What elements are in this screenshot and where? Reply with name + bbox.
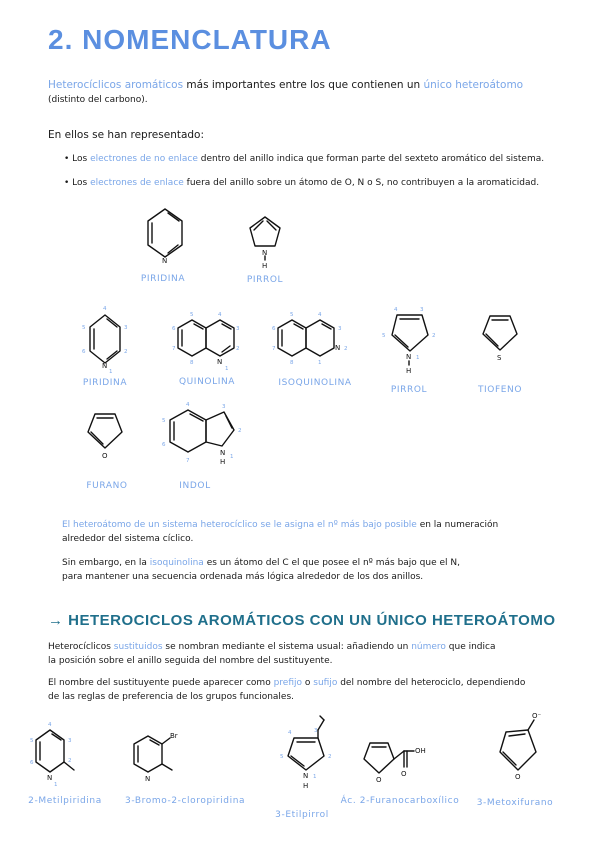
quinoline-structure <box>172 312 242 372</box>
label-indol: INDOL <box>179 481 211 491</box>
atom-n: N <box>303 772 309 780</box>
sub2-line2: de las reglas de preferencia de los grupos funcionales. <box>48 692 295 702</box>
atom-br: Br <box>170 732 178 740</box>
prefix-suffix-paragraph <box>48 676 593 704</box>
svg-text:4: 4 <box>103 306 107 312</box>
svg-text:4: 4 <box>288 730 292 736</box>
atom-n: N <box>162 257 168 265</box>
atom-h: H <box>262 262 268 270</box>
substituted-paragraph <box>48 640 593 668</box>
svg-text:1: 1 <box>313 774 317 780</box>
label-tiofeno: TIOFENO <box>477 385 523 395</box>
sub2-mid: o <box>302 678 314 688</box>
sub1-highlight-1: sustituidos <box>113 642 163 652</box>
svg-text:2: 2 <box>344 346 348 352</box>
note-2-pre: Sin embargo, en la <box>62 558 150 568</box>
label-pirrol-1: PIRROL <box>246 275 284 285</box>
intro-text-2: (distinto del carbono). <box>48 95 148 105</box>
pyridine-structure-2 <box>80 305 130 375</box>
pyrrole-structure-2 <box>382 305 438 380</box>
note-1-highlight: El heteroátomo de un sistema heterocíclico se le asigna el nº más bajo posible <box>62 520 417 530</box>
atom-o-ring: O <box>515 773 521 781</box>
svg-text:3: 3 <box>68 738 72 744</box>
svg-text:2: 2 <box>238 428 242 434</box>
sub2-post: del nombre del heterociclo, dependiendo <box>337 678 526 688</box>
label-3-metoxifurano: 3-Metoxifurano <box>476 798 554 808</box>
atom-h: H <box>406 367 412 375</box>
svg-text:5: 5 <box>82 325 86 331</box>
svg-text:1: 1 <box>416 355 420 361</box>
sub1-highlight-2: número <box>411 642 446 652</box>
atom-n: N <box>217 358 223 366</box>
intro-paragraph <box>48 78 588 107</box>
svg-text:1: 1 <box>225 366 229 372</box>
svg-text:5: 5 <box>280 754 284 760</box>
svg-text:1: 1 <box>109 369 113 375</box>
atom-n: N <box>47 774 53 782</box>
label-ac-2-furanocarboxilico: Ác. 2-Furanocarboxílico <box>340 796 460 806</box>
atom-n: N <box>406 353 412 361</box>
svg-text:5: 5 <box>190 312 194 318</box>
bullet-1-highlight: electrones de no enlace <box>90 154 198 164</box>
atom-oh: OH <box>415 747 426 755</box>
svg-text:3: 3 <box>314 728 318 734</box>
label-2-metilpiridina: 2-Metilpiridina <box>28 796 102 806</box>
svg-text:4: 4 <box>218 312 222 318</box>
bullet-2-post: fuera del anillo sobre un átomo de O, N o S, no contribuyen a la aromaticidad. <box>183 178 540 188</box>
note-2-post: es un átomo del C el que posee el nº más bajo que el N, <box>203 558 460 568</box>
svg-text:8: 8 <box>190 360 194 366</box>
svg-text:6: 6 <box>30 760 34 766</box>
thiophene-structure <box>475 310 525 370</box>
svg-text:3: 3 <box>420 307 424 313</box>
svg-text:3: 3 <box>222 404 226 410</box>
atom-h: H <box>303 782 309 790</box>
svg-text:4: 4 <box>186 402 190 408</box>
isoquinoline-structure <box>272 312 352 372</box>
svg-text:1: 1 <box>318 360 322 366</box>
bullet-2: • Los electrones de enlace fuera del anillo sobre un átomo de O, N o S, no contribuyen a la aromaticidad. <box>64 178 540 188</box>
sub2-highlight-1: prefijo <box>273 678 303 688</box>
bullet-1-pre: Los <box>72 154 91 164</box>
pyrrole-structure-1 <box>245 212 285 272</box>
label-pirrol-2: PIRROL <box>390 385 428 395</box>
svg-text:5: 5 <box>290 312 294 318</box>
furancarboxylic-acid-structure <box>358 735 438 790</box>
atom-n: N <box>102 362 108 370</box>
label-piridina-2: PIRIDINA <box>82 378 128 388</box>
atom-h: H <box>220 458 226 466</box>
svg-text:2: 2 <box>432 333 436 339</box>
svg-text:4: 4 <box>394 307 398 313</box>
atom-n: N <box>145 775 151 783</box>
svg-text:4: 4 <box>48 722 52 728</box>
methylpyridine-structure <box>30 720 80 790</box>
svg-text:6: 6 <box>82 349 86 355</box>
svg-text:6: 6 <box>172 326 176 332</box>
svg-text:3: 3 <box>236 326 240 332</box>
svg-text:6: 6 <box>162 442 166 448</box>
label-3-etilpirrol: 3-Etilpirrol <box>275 810 329 820</box>
svg-text:2: 2 <box>236 346 240 352</box>
note-2 <box>62 556 592 584</box>
svg-text:4: 4 <box>318 312 322 318</box>
label-furano: FURANO <box>86 481 128 491</box>
svg-text:7: 7 <box>272 346 276 352</box>
intro-highlight-2: único heteroátomo <box>423 79 524 91</box>
represented-text: En ellos se han representado: <box>48 129 205 141</box>
note-2-line2: para mantener una secuencia ordenada más lógica alrededor de los dos anillos. <box>62 572 424 582</box>
indole-structure <box>160 400 250 475</box>
label-3-bromo-2-cloropiridina: 3-Bromo-2-cloropiridina <box>125 796 246 806</box>
atom-n: N <box>220 449 226 457</box>
svg-text:2: 2 <box>124 349 128 355</box>
svg-text:3: 3 <box>124 325 128 331</box>
section-heading: → HETEROCICLOS AROMÁTICOS CON UN ÚNICO HETEROÁTOMO <box>48 612 556 629</box>
ethylpyrrole-structure <box>280 716 336 791</box>
furan-structure <box>80 408 130 470</box>
note-1-line2: alrededor del sistema cíclico. <box>62 534 194 544</box>
intro-highlight-1: Heterocíclicos aromáticos <box>48 79 184 91</box>
note-2-highlight: isoquinolina <box>149 558 204 568</box>
svg-text:7: 7 <box>186 458 190 464</box>
label-quinolina: QUINOLINA <box>178 377 236 387</box>
svg-text:2: 2 <box>328 754 332 760</box>
atom-n: N <box>262 249 268 257</box>
bullet-2-pre: Los <box>72 178 91 188</box>
sub2-highlight-2: sufijo <box>313 678 338 688</box>
pyridine-structure-1 <box>140 205 190 270</box>
atom-s: S <box>497 354 502 362</box>
sub2-pre: El nombre del sustituyente puede aparecer como <box>48 678 274 688</box>
atom-o-methoxy: O⁻ <box>532 712 542 720</box>
svg-text:6: 6 <box>272 326 276 332</box>
svg-text:8: 8 <box>290 360 294 366</box>
note-1 <box>62 518 592 546</box>
sub1-pre: Heterocíclicos <box>48 642 114 652</box>
bullet-1-post: dentro del anillo indica que forman parte del sexteto aromático del sistema. <box>197 154 545 164</box>
svg-text:2: 2 <box>68 758 72 764</box>
svg-text:7: 7 <box>172 346 176 352</box>
atom-n: N <box>335 344 341 352</box>
label-piridina-1: PIRIDINA <box>140 274 186 284</box>
atom-o-carbonyl: O <box>401 770 407 778</box>
svg-text:3: 3 <box>338 326 342 332</box>
svg-text:5: 5 <box>30 738 34 744</box>
note-1-post: en la numeración <box>416 520 499 530</box>
intro-text-1: más importantes entre los que contienen un <box>183 79 424 91</box>
bullet-2-highlight: electrones de enlace <box>90 178 184 188</box>
atom-o-ring: O <box>376 776 382 784</box>
methoxyfuran-structure <box>490 708 550 788</box>
svg-text:1: 1 <box>230 454 234 460</box>
page-title: 2. NOMENCLATURA <box>48 24 332 55</box>
sub1-line2: la posición sobre el anillo seguida del nombre del sustituyente. <box>48 656 333 666</box>
bullet-1: • Los electrones de no enlace dentro del anillo indica que forman parte del sexteto aromático del sistema. <box>64 154 545 164</box>
bromochloropyridine-structure <box>128 728 188 783</box>
label-isoquinolina: ISOQUINOLINA <box>278 378 352 388</box>
atom-o: O <box>102 452 108 460</box>
sub1-post: que indica <box>445 642 496 652</box>
svg-text:5: 5 <box>382 333 386 339</box>
sub1-mid: se nombran mediante el sistema usual: añadiendo un <box>162 642 412 652</box>
svg-text:5: 5 <box>162 418 166 424</box>
svg-text:1: 1 <box>54 782 58 788</box>
